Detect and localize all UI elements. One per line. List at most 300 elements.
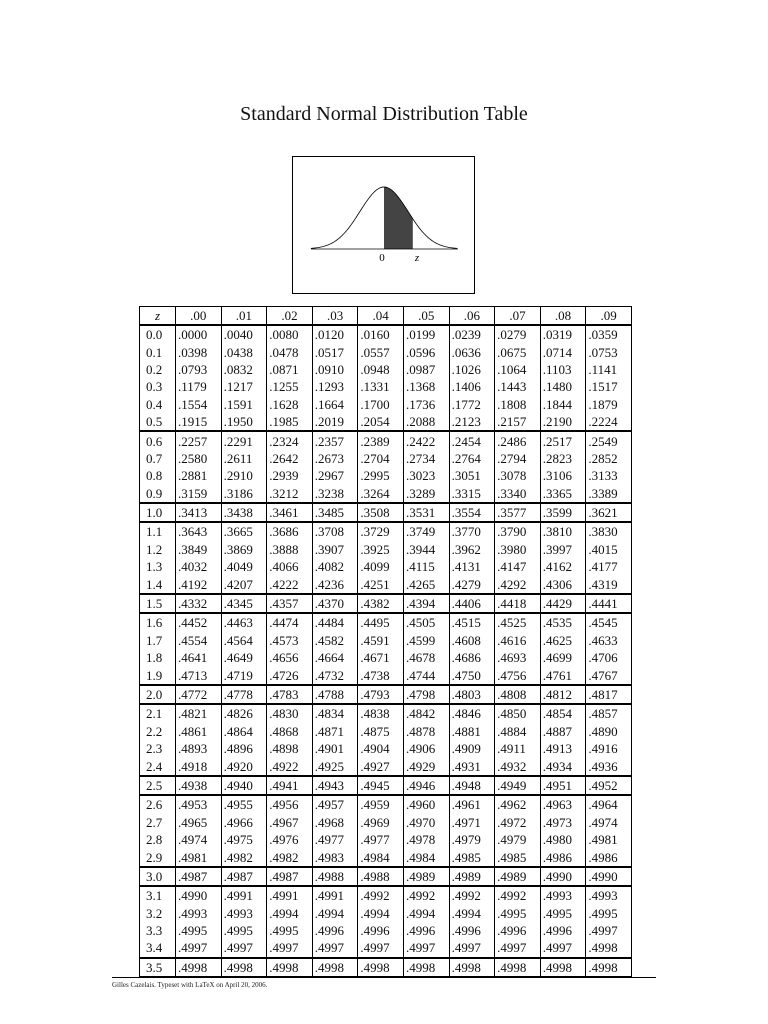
z-value-cell: 1.2 (140, 541, 176, 558)
table-row (140, 666, 632, 684)
probability-cell: .3186 (221, 485, 267, 503)
probability-cell: .2734 (403, 450, 449, 467)
table-row (140, 343, 632, 360)
probability-cell: .4582 (312, 632, 358, 649)
z-value-cell: 0.4 (140, 396, 176, 413)
probability-cell: .1517 (586, 378, 632, 395)
probability-cell: .4971 (449, 814, 495, 831)
z-value-cell: 3.3 (140, 922, 176, 939)
probability-cell: .2019 (312, 413, 358, 431)
probability-cell: .2291 (221, 431, 267, 449)
probability-cell: .4713 (176, 666, 222, 684)
probability-cell: .4641 (176, 649, 222, 666)
probability-cell: .2190 (540, 413, 586, 431)
probability-cell: .4976 (267, 831, 313, 848)
probability-cell: .4949 (495, 776, 541, 795)
footer-note: Gilles Cazelais. Typeset with LaTeX on April 20, 2006. (112, 981, 268, 989)
probability-cell: .0120 (312, 325, 358, 343)
probability-cell: .4998 (586, 958, 632, 977)
probability-cell: .4525 (495, 613, 541, 631)
probability-cell: .1480 (540, 378, 586, 395)
probability-cell: .3749 (403, 522, 449, 540)
probability-cell: .4987 (221, 867, 267, 886)
probability-cell: .4998 (540, 958, 586, 977)
table-row (140, 485, 632, 503)
probability-cell: .3980 (495, 541, 541, 558)
probability-cell: .3888 (267, 541, 313, 558)
probability-cell: .0517 (312, 343, 358, 360)
probability-cell: .4973 (540, 814, 586, 831)
z-value-cell: 3.1 (140, 886, 176, 904)
probability-cell: .4995 (540, 905, 586, 922)
probability-cell: .4953 (176, 795, 222, 813)
probability-cell: .4633 (586, 632, 632, 649)
z-table-container (139, 306, 631, 977)
probability-cell: .4671 (358, 649, 404, 666)
probability-cell: .4382 (358, 594, 404, 613)
probability-cell: .4970 (403, 814, 449, 831)
probability-cell: .4996 (540, 922, 586, 939)
probability-cell: .1554 (176, 396, 222, 413)
probability-cell: .4881 (449, 723, 495, 740)
probability-cell: .4996 (495, 922, 541, 939)
probability-cell: .4177 (586, 558, 632, 575)
probability-cell: .3238 (312, 485, 358, 503)
probability-cell: .4994 (358, 905, 404, 922)
probability-cell: .4927 (358, 757, 404, 775)
probability-cell: .4838 (358, 704, 404, 722)
probability-cell: .0000 (176, 325, 222, 343)
probability-cell: .0987 (403, 361, 449, 378)
table-row (140, 522, 632, 540)
probability-cell: .4990 (586, 867, 632, 886)
z-value-cell: 1.7 (140, 632, 176, 649)
probability-cell: .4998 (312, 958, 358, 977)
probability-cell: .4987 (267, 867, 313, 886)
probability-cell: .4998 (586, 939, 632, 957)
probability-cell: .4998 (267, 958, 313, 977)
probability-cell: .2324 (267, 431, 313, 449)
z-value-cell: 2.6 (140, 795, 176, 813)
probability-cell: .4406 (449, 594, 495, 613)
probability-cell: .4192 (176, 575, 222, 593)
probability-cell: .2823 (540, 450, 586, 467)
probability-cell: .0714 (540, 343, 586, 360)
probability-cell: .4441 (586, 594, 632, 613)
probability-cell: .1443 (495, 378, 541, 395)
probability-cell: .4868 (267, 723, 313, 740)
probability-cell: .4909 (449, 740, 495, 757)
probability-cell: .3729 (358, 522, 404, 540)
probability-cell: .4994 (312, 905, 358, 922)
probability-cell: .2257 (176, 431, 222, 449)
header-z: z (140, 307, 176, 326)
probability-cell: .4960 (403, 795, 449, 813)
probability-cell: .4986 (586, 848, 632, 866)
probability-cell: .0239 (449, 325, 495, 343)
probability-cell: .3643 (176, 522, 222, 540)
probability-cell: .4834 (312, 704, 358, 722)
probability-cell: .4985 (495, 848, 541, 866)
probability-cell: .0398 (176, 343, 222, 360)
probability-cell: .4901 (312, 740, 358, 757)
probability-cell: .1293 (312, 378, 358, 395)
table-row (140, 575, 632, 593)
probability-cell: .4993 (176, 905, 222, 922)
z-value-cell: 1.3 (140, 558, 176, 575)
probability-cell: .4992 (403, 886, 449, 904)
probability-cell: .4994 (449, 905, 495, 922)
probability-cell: .4032 (176, 558, 222, 575)
probability-cell: .0753 (586, 343, 632, 360)
table-row (140, 541, 632, 558)
probability-cell: .4664 (312, 649, 358, 666)
probability-cell: .3849 (176, 541, 222, 558)
probability-cell: .3289 (403, 485, 449, 503)
header-col: .02 (267, 307, 313, 326)
probability-cell: .4977 (358, 831, 404, 848)
probability-cell: .2794 (495, 450, 541, 467)
probability-cell: .4955 (221, 795, 267, 813)
probability-cell: .4997 (449, 939, 495, 957)
probability-cell: .4946 (403, 776, 449, 795)
probability-cell: .2939 (267, 467, 313, 484)
probability-cell: .4817 (586, 685, 632, 704)
probability-cell: .1368 (403, 378, 449, 395)
probability-cell: .4996 (358, 922, 404, 939)
probability-cell: .4925 (312, 757, 358, 775)
probability-cell: .4082 (312, 558, 358, 575)
probability-cell: .4965 (176, 814, 222, 831)
z-value-cell: 2.3 (140, 740, 176, 757)
probability-cell: .3665 (221, 522, 267, 540)
table-row (140, 723, 632, 740)
probability-cell: .2486 (495, 431, 541, 449)
probability-cell: .4871 (312, 723, 358, 740)
table-row (140, 939, 632, 957)
z-value-cell: 0.9 (140, 485, 176, 503)
probability-cell: .4732 (312, 666, 358, 684)
z-value-cell: 2.0 (140, 685, 176, 704)
probability-cell: .4985 (449, 848, 495, 866)
probability-cell: .2995 (358, 467, 404, 484)
probability-cell: .4726 (267, 666, 313, 684)
table-row (140, 325, 632, 343)
z-value-cell: 2.4 (140, 757, 176, 775)
probability-cell: .4922 (267, 757, 313, 775)
probability-cell: .4982 (267, 848, 313, 866)
table-row (140, 685, 632, 704)
probability-cell: .0319 (540, 325, 586, 343)
probability-cell: .2611 (221, 450, 267, 467)
probability-cell: .4972 (495, 814, 541, 831)
probability-cell: .4974 (176, 831, 222, 848)
probability-cell: .3531 (403, 503, 449, 522)
probability-cell: .4943 (312, 776, 358, 795)
probability-cell: .4608 (449, 632, 495, 649)
header-col: .06 (449, 307, 495, 326)
probability-cell: .1736 (403, 396, 449, 413)
probability-cell: .4484 (312, 613, 358, 631)
probability-cell: .3315 (449, 485, 495, 503)
probability-cell: .4049 (221, 558, 267, 575)
probability-cell: .4982 (221, 848, 267, 866)
table-row (140, 958, 632, 977)
probability-cell: .4693 (495, 649, 541, 666)
probability-cell: .1700 (358, 396, 404, 413)
probability-cell: .4854 (540, 704, 586, 722)
z-value-cell: 0.5 (140, 413, 176, 431)
header-col: .03 (312, 307, 358, 326)
probability-cell: .4793 (358, 685, 404, 704)
probability-cell: .3621 (586, 503, 632, 522)
probability-cell: .3962 (449, 541, 495, 558)
header-col: .08 (540, 307, 586, 326)
probability-cell: .0040 (221, 325, 267, 343)
z-value-cell: 0.3 (140, 378, 176, 395)
probability-cell: .2157 (495, 413, 541, 431)
probability-cell: .4997 (540, 939, 586, 957)
table-row (140, 361, 632, 378)
probability-cell: .1628 (267, 396, 313, 413)
probability-cell: .4997 (221, 939, 267, 957)
probability-cell: .4756 (495, 666, 541, 684)
header-col: .01 (221, 307, 267, 326)
probability-cell: .4913 (540, 740, 586, 757)
probability-cell: .3413 (176, 503, 222, 522)
probability-cell: .3554 (449, 503, 495, 522)
probability-cell: .4616 (495, 632, 541, 649)
probability-cell: .4988 (358, 867, 404, 886)
probability-cell: .3599 (540, 503, 586, 522)
probability-cell: .4207 (221, 575, 267, 593)
probability-cell: .2549 (586, 431, 632, 449)
probability-cell: .2881 (176, 467, 222, 484)
probability-cell: .3790 (495, 522, 541, 540)
header-col: .07 (495, 307, 541, 326)
probability-cell: .2673 (312, 450, 358, 467)
probability-cell: .4279 (449, 575, 495, 593)
probability-cell: .1879 (586, 396, 632, 413)
probability-cell: .4981 (586, 831, 632, 848)
header-col: .04 (358, 307, 404, 326)
probability-cell: .4505 (403, 613, 449, 631)
probability-cell: .4998 (176, 958, 222, 977)
probability-cell: .4986 (540, 848, 586, 866)
probability-cell: .1141 (586, 361, 632, 378)
probability-cell: .4545 (586, 613, 632, 631)
probability-cell: .4983 (312, 848, 358, 866)
probability-cell: .0478 (267, 343, 313, 360)
z-value-cell: 2.1 (140, 704, 176, 722)
table-row (140, 831, 632, 848)
probability-cell: .4979 (449, 831, 495, 848)
probability-cell: .1844 (540, 396, 586, 413)
probability-cell: .4995 (267, 922, 313, 939)
probability-cell: .1064 (495, 361, 541, 378)
probability-cell: .4995 (221, 922, 267, 939)
probability-cell: .0871 (267, 361, 313, 378)
z-value-cell: 1.5 (140, 594, 176, 613)
table-row (140, 396, 632, 413)
probability-cell: .4990 (176, 886, 222, 904)
probability-cell: .4798 (403, 685, 449, 704)
probability-cell: .4997 (267, 939, 313, 957)
probability-cell: .4962 (495, 795, 541, 813)
probability-cell: .4941 (267, 776, 313, 795)
probability-cell: .2054 (358, 413, 404, 431)
probability-cell: .1985 (267, 413, 313, 431)
table-row (140, 467, 632, 484)
probability-cell: .1026 (449, 361, 495, 378)
probability-cell: .4131 (449, 558, 495, 575)
probability-cell: .4370 (312, 594, 358, 613)
probability-cell: .4998 (403, 958, 449, 977)
probability-cell: .4975 (221, 831, 267, 848)
probability-cell: .4345 (221, 594, 267, 613)
probability-cell: .4535 (540, 613, 586, 631)
table-body (140, 325, 632, 977)
probability-cell: .4997 (312, 939, 358, 957)
z-value-cell: 1.8 (140, 649, 176, 666)
probability-cell: .0596 (403, 343, 449, 360)
probability-cell: .4957 (312, 795, 358, 813)
probability-cell: .4778 (221, 685, 267, 704)
z-value-cell: 0.1 (140, 343, 176, 360)
table-row (140, 740, 632, 757)
probability-cell: .4066 (267, 558, 313, 575)
table-header-row (140, 307, 632, 326)
probability-cell: .4738 (358, 666, 404, 684)
probability-cell: .2454 (449, 431, 495, 449)
probability-cell: .1103 (540, 361, 586, 378)
probability-cell: .2088 (403, 413, 449, 431)
table-row (140, 867, 632, 886)
probability-cell: .4452 (176, 613, 222, 631)
probability-cell: .4906 (403, 740, 449, 757)
probability-cell: .4744 (403, 666, 449, 684)
probability-cell: .4706 (586, 649, 632, 666)
z-value-cell: 3.0 (140, 867, 176, 886)
zero-label: 0 (379, 252, 385, 264)
probability-cell: .4989 (495, 867, 541, 886)
z-value-cell: 0.6 (140, 431, 176, 449)
table-row (140, 905, 632, 922)
probability-cell: .4251 (358, 575, 404, 593)
probability-cell: .1772 (449, 396, 495, 413)
probability-cell: .4966 (221, 814, 267, 831)
z-value-cell: 0.2 (140, 361, 176, 378)
z-table (139, 306, 632, 977)
header-col: .09 (586, 307, 632, 326)
probability-cell: .2764 (449, 450, 495, 467)
probability-cell: .2852 (586, 450, 632, 467)
shaded-area (384, 187, 413, 249)
probability-cell: .3212 (267, 485, 313, 503)
probability-cell: .3997 (540, 541, 586, 558)
normal-curve-graphic (293, 157, 476, 295)
probability-cell: .4995 (495, 905, 541, 922)
probability-cell: .4826 (221, 704, 267, 722)
probability-cell: .4846 (449, 704, 495, 722)
probability-cell: .4997 (358, 939, 404, 957)
probability-cell: .1331 (358, 378, 404, 395)
probability-cell: .4162 (540, 558, 586, 575)
probability-cell: .4932 (495, 757, 541, 775)
probability-cell: .4978 (403, 831, 449, 848)
probability-cell: .3389 (586, 485, 632, 503)
probability-cell: .4963 (540, 795, 586, 813)
z-value-cell: 1.9 (140, 666, 176, 684)
probability-cell: .4099 (358, 558, 404, 575)
table-row (140, 649, 632, 666)
probability-cell: .4993 (540, 886, 586, 904)
probability-cell: .1179 (176, 378, 222, 395)
probability-cell: .3051 (449, 467, 495, 484)
probability-cell: .4940 (221, 776, 267, 795)
probability-cell: .1915 (176, 413, 222, 431)
probability-cell: .4878 (403, 723, 449, 740)
probability-cell: .0199 (403, 325, 449, 343)
probability-cell: .4429 (540, 594, 586, 613)
probability-cell: .4236 (312, 575, 358, 593)
probability-cell: .0438 (221, 343, 267, 360)
table-row (140, 378, 632, 395)
probability-cell: .4904 (358, 740, 404, 757)
probability-cell: .4808 (495, 685, 541, 704)
probability-cell: .4842 (403, 704, 449, 722)
probability-cell: .4750 (449, 666, 495, 684)
probability-cell: .4767 (586, 666, 632, 684)
probability-cell: .3461 (267, 503, 313, 522)
probability-cell: .4981 (176, 848, 222, 866)
probability-cell: .4989 (403, 867, 449, 886)
probability-cell: .4996 (449, 922, 495, 939)
probability-cell: .4850 (495, 704, 541, 722)
probability-cell: .3023 (403, 467, 449, 484)
probability-cell: .4968 (312, 814, 358, 831)
probability-cell: .3133 (586, 467, 632, 484)
table-row (140, 632, 632, 649)
table-row (140, 795, 632, 813)
probability-cell: .4969 (358, 814, 404, 831)
probability-cell: .4938 (176, 776, 222, 795)
z-value-cell: 3.5 (140, 958, 176, 977)
probability-cell: .2123 (449, 413, 495, 431)
probability-cell: .4959 (358, 795, 404, 813)
probability-cell: .4788 (312, 685, 358, 704)
probability-cell: .4984 (403, 848, 449, 866)
probability-cell: .4803 (449, 685, 495, 704)
z-value-cell: 2.9 (140, 848, 176, 866)
probability-cell: .3708 (312, 522, 358, 540)
probability-cell: .3485 (312, 503, 358, 522)
probability-cell: .4993 (221, 905, 267, 922)
probability-cell: .0948 (358, 361, 404, 378)
probability-cell: .4931 (449, 757, 495, 775)
probability-cell: .0557 (358, 343, 404, 360)
probability-cell: .4998 (221, 958, 267, 977)
probability-cell: .4821 (176, 704, 222, 722)
probability-cell: .4857 (586, 704, 632, 722)
probability-cell: .4495 (358, 613, 404, 631)
probability-cell: .4997 (586, 922, 632, 939)
probability-cell: .4951 (540, 776, 586, 795)
table-row (140, 757, 632, 775)
probability-cell: .4916 (586, 740, 632, 757)
probability-cell: .4864 (221, 723, 267, 740)
probability-cell: .4678 (403, 649, 449, 666)
